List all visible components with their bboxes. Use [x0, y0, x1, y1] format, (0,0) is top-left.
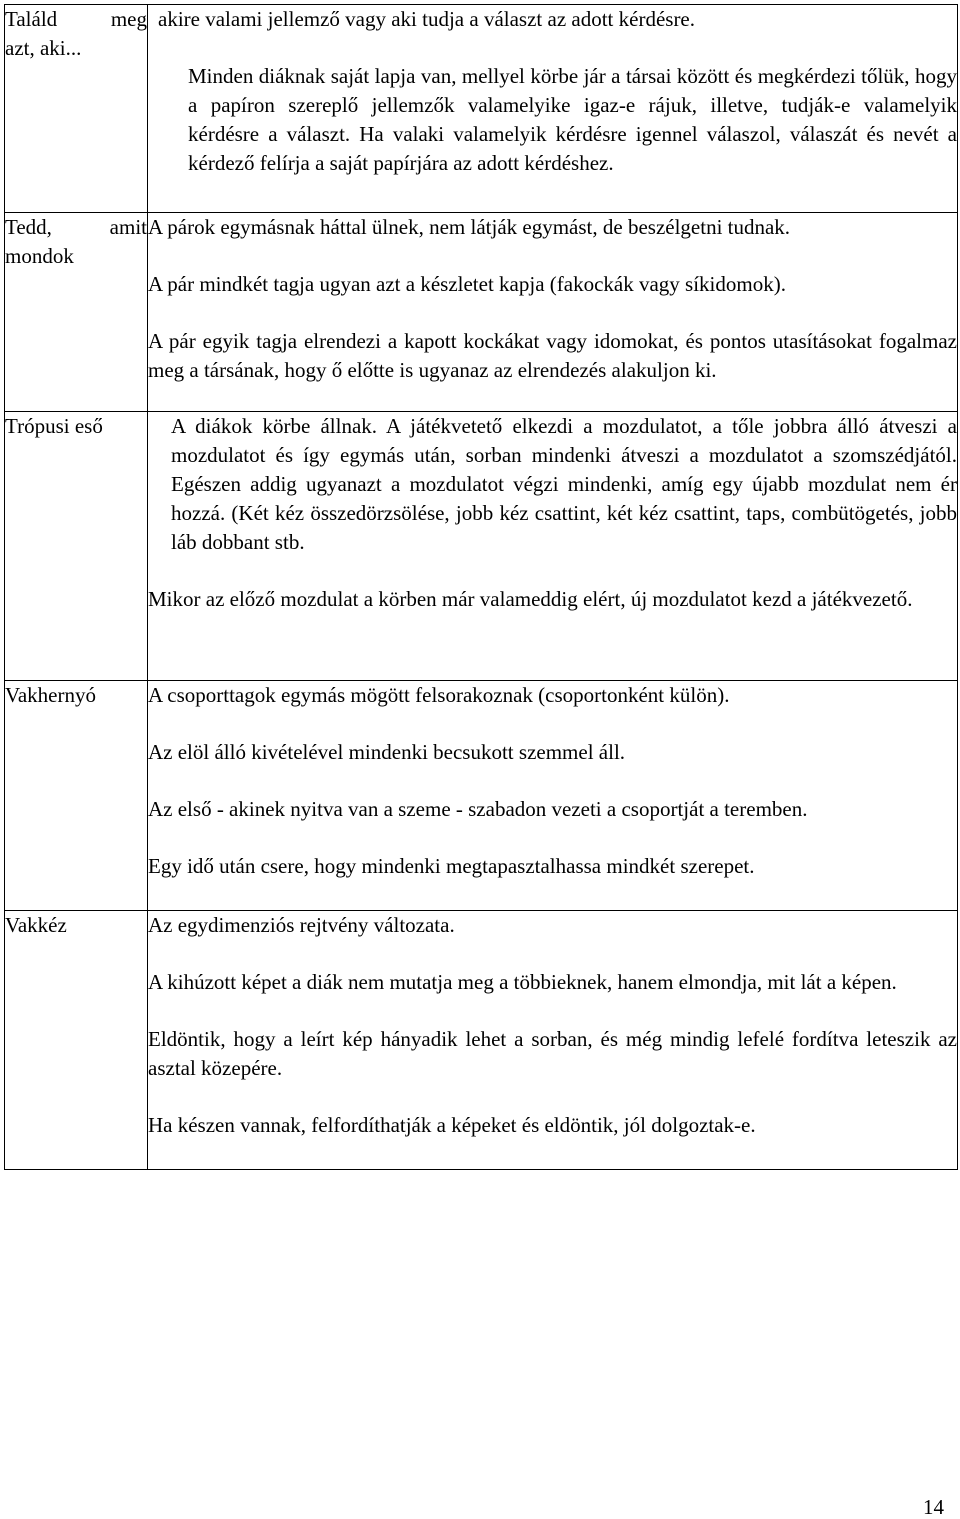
activity-name-continued: mondok: [5, 244, 74, 268]
description-paragraph: A csoporttagok egymás mögött felsorakoznak (csoportonként külön).: [148, 683, 730, 707]
activity-description-cell: [148, 911, 958, 1170]
activity-name-continued: azt, aki...: [5, 36, 82, 60]
activity-name: Találd meg: [5, 7, 147, 31]
activity-name-cell: [5, 213, 148, 412]
activity-name: Trópusi eső: [5, 414, 103, 438]
table-row: [5, 412, 958, 681]
activity-name-cell: [5, 412, 148, 681]
description-paragraph: Egy idő után csere, hogy mindenki megtapasztalhassa mindkét szerepet.: [148, 854, 755, 878]
table-row: [5, 911, 958, 1170]
description-paragraph: Ha készen vannak, felfordíthatják a képeket és eldöntik, jól dolgoztak-e.: [148, 1113, 756, 1137]
description-paragraph: A pár mindkét tagja ugyan azt a készletet kapja (fakockák vagy síkidomok).: [148, 272, 786, 296]
description-paragraph: Minden diáknak saját lapja van, mellyel körbe jár a társai között és megkérdezi tőlük, hogy a papíron szereplő jellemzők valamelyike igaz-e rájuk, illetve, tudják-e valamelyik kérdésre a választ. Ha valaki valamelyik kérdésre igennel válaszol, válaszát és nevét a kérdező felírja a saját papírjára az adott kérdéshez.: [188, 64, 957, 175]
description-paragraph: Az elöl álló kivételével mindenki becsukott szemmel áll.: [148, 740, 626, 764]
activity-name-cell: [5, 911, 148, 1170]
description-paragraph: A párok egymásnak háttal ülnek, nem látják egymást, de beszélgetni tudnak.: [148, 215, 791, 239]
activity-description-cell: [148, 213, 958, 412]
activity-name: Vakhernyó: [5, 683, 96, 707]
description-paragraph: A pár egyik tagja elrendezi a kapott kockákat vagy idomokat, és pontos utasításokat fogalmaz meg a társának, hogy ő előtte is ugyanaz az elrendezés alakuljon ki.: [148, 329, 957, 382]
activity-name: Vakkéz: [5, 913, 67, 937]
page-number: 14: [923, 1495, 944, 1519]
activities-table: [4, 4, 958, 1170]
table-row: [5, 213, 958, 412]
activity-description-cell: [148, 412, 958, 681]
description-paragraph: Eldöntik, hogy a leírt kép hányadik lehet a sorban, és még mindig lefelé fordítva leteszik az asztal közepére.: [148, 1027, 957, 1080]
description-paragraph: Az első - akinek nyitva van a szeme - szabadon vezeti a csoportját a teremben.: [148, 797, 808, 821]
description-paragraph: A kihúzott képet a diák nem mutatja meg a többieknek, hanem elmondja, mit lát a képen.: [148, 970, 897, 994]
description-paragraph: Az egydimenziós rejtvény változata.: [148, 913, 455, 937]
activity-description-cell: [148, 681, 958, 911]
activity-name-cell: [5, 5, 148, 213]
activity-name: Tedd, amit: [5, 215, 147, 239]
description-paragraph: akire valami jellemző vagy aki tudja a választ az adott kérdésre.: [158, 7, 696, 31]
description-paragraph: A diákok körbe állnak. A játékvetető elkezdi a mozdulatot, a tőle jobbra álló átveszi a mozdulatot és így egymás után, sorban mindenki átveszi a mozdulatot a szomszédjától. Egészen addig ugyanazt a mozdulatot végzi mindenki, amíg egy újabb mozdulat nem ér hozzá. (Két kéz összedörzsölése, jobb kéz csattint, két kéz csattint, taps, combütögetés, jobb láb dobbant stb.: [171, 414, 957, 554]
activity-description-cell: [148, 5, 958, 213]
activity-name-cell: [5, 681, 148, 911]
table-row: [5, 5, 958, 213]
table-row: [5, 681, 958, 911]
description-paragraph: Mikor az előző mozdulat a körben már valameddig elért, új mozdulatot kezd a játékvezető.: [148, 587, 913, 611]
